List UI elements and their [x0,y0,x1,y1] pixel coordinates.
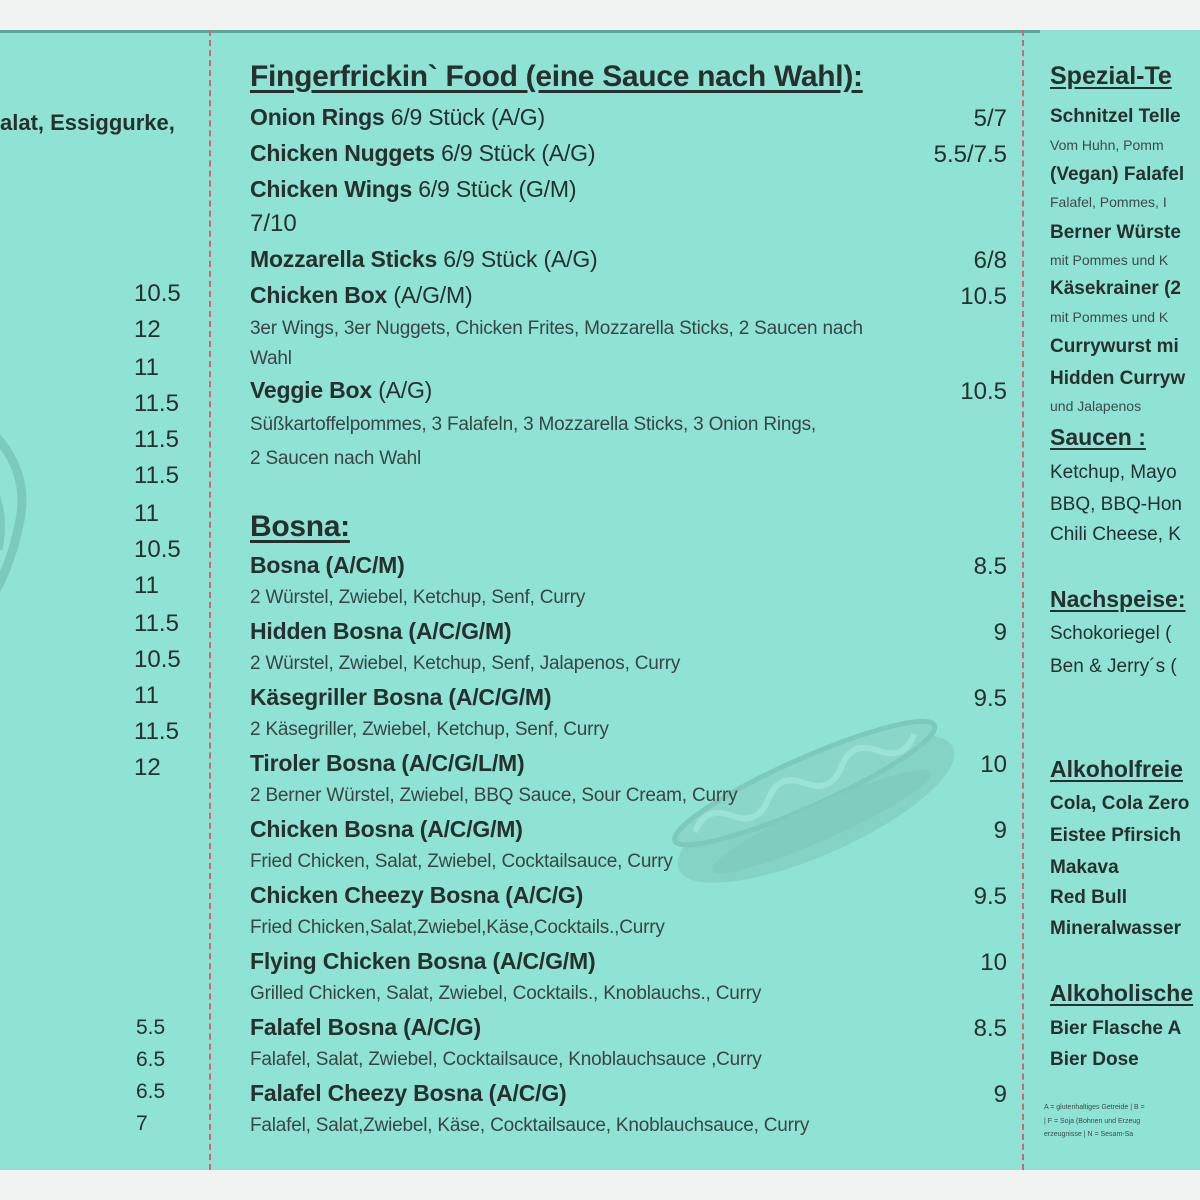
sauce-line: Ketchup, Mayo [1050,462,1177,483]
chicken-box-description: 3er Wings, 3er Nuggets, Chicken Frites, Mozzarella Sticks, 2 Saucen nach [250,318,863,339]
left-price: 10.5 [134,280,181,307]
bosna-item-description: 2 Berner Würstel, Zwiebel, BBQ Sauce, Sour Cream, Curry [250,785,738,806]
nachspeise-heading: Nachspeise: [1050,586,1186,612]
left-price: 10.5 [134,536,181,563]
spezial-item-description: mit Pommes und K [1050,309,1169,325]
alkoholfrei-heading: Alkoholfreie [1050,756,1183,782]
spezial-item-description: und Jalapenos [1050,398,1142,414]
spezial-item: Currywurst mi [1050,336,1179,357]
bosna-item-name: Falafel Cheezy Bosna (A/C/G) [250,1080,567,1106]
menu-item-mozzarella-sticks: Mozzarella Sticks 6/9 Stück (A/G) [250,246,598,272]
bosna-item-name: Tiroler Bosna (A/C/G/L/M) [250,750,525,776]
bosna-item-description: Falafel, Salat, Zwiebel, Cocktailsauce, Knoblauchsauce ,Curry [250,1049,762,1070]
left-price: 10.5 [134,646,181,673]
footnote-line: | F = Soja (Bohnen und Erzeug [1044,1118,1141,1125]
bosna-item-name: Käsegriller Bosna (A/C/G/M) [250,684,552,710]
spezial-item-description: mit Pommes und K [1050,252,1169,268]
bosna-item-price: 9 [993,619,1007,646]
left-bottom-price: 6.5 [136,1048,166,1071]
bosna-item-name: Falafel Bosna (A/C/G) [250,1014,481,1040]
soft-drink-line: Makava [1050,857,1119,878]
bosna-item-description: 2 Würstel, Zwiebel, Ketchup, Senf, Jalapenos, Curry [250,653,681,674]
price-mozzarella-sticks: 6/8 [973,247,1007,274]
sauce-line: Chili Cheese, K [1050,524,1181,545]
price-onion-rings: 5/7 [973,105,1007,132]
bosna-item-description: 2 Würstel, Zwiebel, Ketchup, Senf, Curry [250,587,586,608]
left-price: 11.5 [134,426,179,453]
dessert-line: Schokoriegel ( [1050,623,1172,644]
spezial-heading: Spezial-Te [1050,62,1172,90]
spezial-item: Berner Würste [1050,222,1181,243]
left-price: 11.5 [134,610,179,637]
left-bottom-price: 7 [136,1112,148,1135]
left-price: 11 [134,500,159,527]
alcohol-line: Bier Dose [1050,1049,1139,1070]
veggie-box-description: Süßkartoffelpommes, 3 Falafeln, 3 Mozzarella Sticks, 3 Onion Rings, [250,414,816,435]
footnote-line: A = glutenhaltiges Getreide | B = [1044,1104,1145,1111]
price-chicken-nuggets: 5.5/7.5 [933,141,1007,168]
bosna-item-name: Flying Chicken Bosna (A/C/G/M) [250,948,596,974]
bosna-item-price: 8.5 [973,553,1007,580]
menu-item-chicken-nuggets: Chicken Nuggets 6/9 Stück (A/G) [250,140,596,166]
column-divider-right [1022,30,1024,1170]
sauce-line: BBQ, BBQ-Hon [1050,494,1182,515]
alcohol-line: Bier Flasche A [1050,1018,1182,1039]
bosna-item-price: 10 [980,751,1007,778]
price-chicken-wings: 7/10 [250,210,297,237]
price-veggie-box: 10.5 [960,378,1007,405]
spezial-item: (Vegan) Falafel [1050,164,1185,185]
soft-drink-line: Red Bull [1050,887,1128,908]
soft-drink-line: Eistee Pfirsich [1050,825,1181,846]
left-header-fragment: alat, Essiggurke, [0,110,175,135]
menu-item-chicken-wings: Chicken Wings 6/9 Stück (G/M) [250,176,577,202]
left-price: 11.5 [134,462,179,489]
left-bottom-price: 6.5 [136,1080,166,1103]
bosna-item-price: 9 [993,1081,1007,1108]
bosna-item-price: 10 [980,949,1007,976]
soft-drink-line: Mineralwasser [1050,918,1181,939]
bosna-item-name: Chicken Cheezy Bosna (A/C/G) [250,882,584,908]
watermark-logo-icon [0,410,30,610]
bosna-item-name: Chicken Bosna (A/C/G/M) [250,816,523,842]
veggie-box-description-cont: 2 Saucen nach Wahl [250,448,422,469]
bosna-heading: Bosna: [250,510,350,543]
left-price: 11 [134,682,159,709]
bosna-item-description: Falafel, Salat,Zwiebel, Käse, Cocktailsauce, Knoblauchsauce, Curry [250,1115,810,1136]
left-price: 11 [134,572,159,599]
left-price: 11.5 [134,718,179,745]
left-bottom-price: 5.5 [136,1016,166,1039]
bosna-item-name: Hidden Bosna (A/C/G/M) [250,618,512,644]
spezial-item: Käsekrainer (2 [1050,278,1181,299]
soft-drink-line: Cola, Cola Zero [1050,793,1190,814]
bosna-item-price: 9.5 [973,685,1007,712]
spezial-item-description: Falafel, Pommes, I [1050,194,1167,210]
menu-item-veggie-box: Veggie Box (A/G) [250,377,433,403]
bosna-item-description: Fried Chicken,Salat,Zwiebel,Käse,Cocktails.,Curry [250,917,665,938]
bosna-item-price: 8.5 [973,1015,1007,1042]
bosna-item-name: Bosna (A/C/M) [250,552,405,578]
left-price: 12 [134,316,161,343]
spezial-item-description: Vom Huhn, Pomm [1050,137,1164,153]
bosna-item-description: Grilled Chicken, Salat, Zwiebel, Cocktails., Knoblauchs., Curry [250,983,762,1004]
left-price: 11.5 [134,390,179,417]
bosna-item-description: Fried Chicken, Salat, Zwiebel, Cocktailsauce, Curry [250,851,673,872]
alkoholisch-heading: Alkoholische [1050,980,1194,1006]
left-price: 11 [134,354,159,381]
bosna-item-description: 2 Käsegriller, Zwiebel, Ketchup, Senf, Curry [250,719,609,740]
spezial-item: Hidden Curryw [1050,368,1186,389]
menu-item-chicken-box: Chicken Box (A/G/M) [250,282,473,308]
dessert-line: Ben & Jerry´s ( [1050,656,1177,677]
left-price: 12 [134,754,161,781]
finger-food-heading: Fingerfrickin` Food (eine Sauce nach Wahl): [250,60,863,93]
menu-item-onion-rings: Onion Rings 6/9 Stück (A/G) [250,104,545,130]
bosna-item-price: 9.5 [973,883,1007,910]
price-chicken-box: 10.5 [960,283,1007,310]
bosna-item-price: 9 [993,817,1007,844]
spezial-item: Schnitzel Telle [1050,106,1181,127]
saucen-heading: Saucen : [1050,424,1146,450]
footnote-line: erzeugnisse | N = Sesam-Sa [1044,1131,1134,1138]
column-divider-left [209,30,211,1170]
chicken-box-description-cont: Wahl [250,348,292,369]
menu-board [0,30,1200,1170]
